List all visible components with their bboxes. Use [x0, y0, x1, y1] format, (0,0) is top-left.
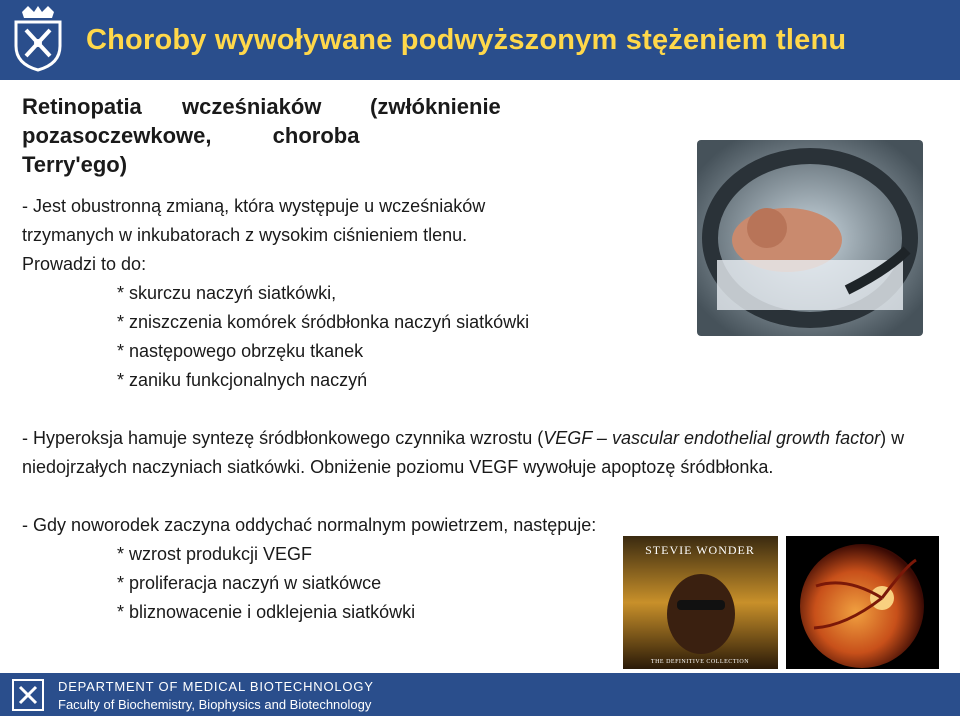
- album-artist-label: STEVIE WONDER: [645, 543, 755, 557]
- footer-department: DEPARTMENT OF MEDICAL BIOTECHNOLOGY: [58, 679, 374, 694]
- heading-word: Retinopatia: [22, 94, 142, 119]
- effect-item: * zniszczenia komórek śródbłonka naczyń siatkówki: [117, 312, 530, 332]
- header-bar: [0, 0, 960, 80]
- effect-item: * zaniku funkcjonalnych naczyń: [117, 370, 368, 390]
- footer-faculty: Faculty of Biochemistry, Biophysics and Biotechnology: [58, 697, 372, 712]
- footer-bar: [0, 673, 960, 716]
- hyperoxia-paragraph: - Hyperoksja hamuje syntezę śródbłonkowego czynnika wzrostu (VEGF – vascular endothelial growth factor) w niedojrzałych naczyniach siatkówki. Obniżenie poziomu VEGF wywołuje apoptozę śródbłonka.: [22, 428, 905, 477]
- incubator-photo: [697, 140, 923, 336]
- consequence-item: * bliznowacenie i odklejenia siatkówki: [117, 602, 416, 622]
- university-crest-icon: [8, 4, 68, 72]
- heading-word: (zwłóknienie: [370, 94, 501, 119]
- heading-line-2: Terry'ego): [22, 152, 128, 177]
- heading-word: pozasoczewkowe,: [22, 123, 212, 148]
- vegf-definition: VEGF – vascular endothelial growth factor: [543, 428, 881, 448]
- consequence-item: * proliferacja naczyń w siatkówce: [117, 573, 382, 593]
- intro-line: trzymanych w inkubatorach z wysokim ciśnieniem tlenu.: [22, 225, 468, 245]
- retina-photo: [786, 536, 939, 669]
- effect-item: * następowego obrzęku tkanek: [117, 341, 364, 361]
- intro-line: Prowadzi to do:: [22, 254, 147, 274]
- album-subtitle-label: THE DEFINITIVE COLLECTION: [650, 659, 750, 665]
- consequence-item: * wzrost produkcji VEGF: [117, 544, 313, 564]
- department-logo-icon: [12, 679, 44, 711]
- effect-item: * skurczu naczyń siatkówki,: [117, 283, 337, 303]
- heading-word: choroba: [272, 123, 360, 148]
- page-title: Choroby wywoływane podwyższonym stężeniem tlenu: [86, 24, 847, 56]
- album-cover-image: [623, 536, 778, 669]
- intro-line: - Jest obustronną zmianą, która występuje u wcześniaków: [22, 196, 486, 216]
- breathing-line: - Gdy noworodek zaczyna oddychać normalnym powietrzem, następuje:: [22, 515, 597, 535]
- heading-word: wcześniaków: [182, 94, 322, 119]
